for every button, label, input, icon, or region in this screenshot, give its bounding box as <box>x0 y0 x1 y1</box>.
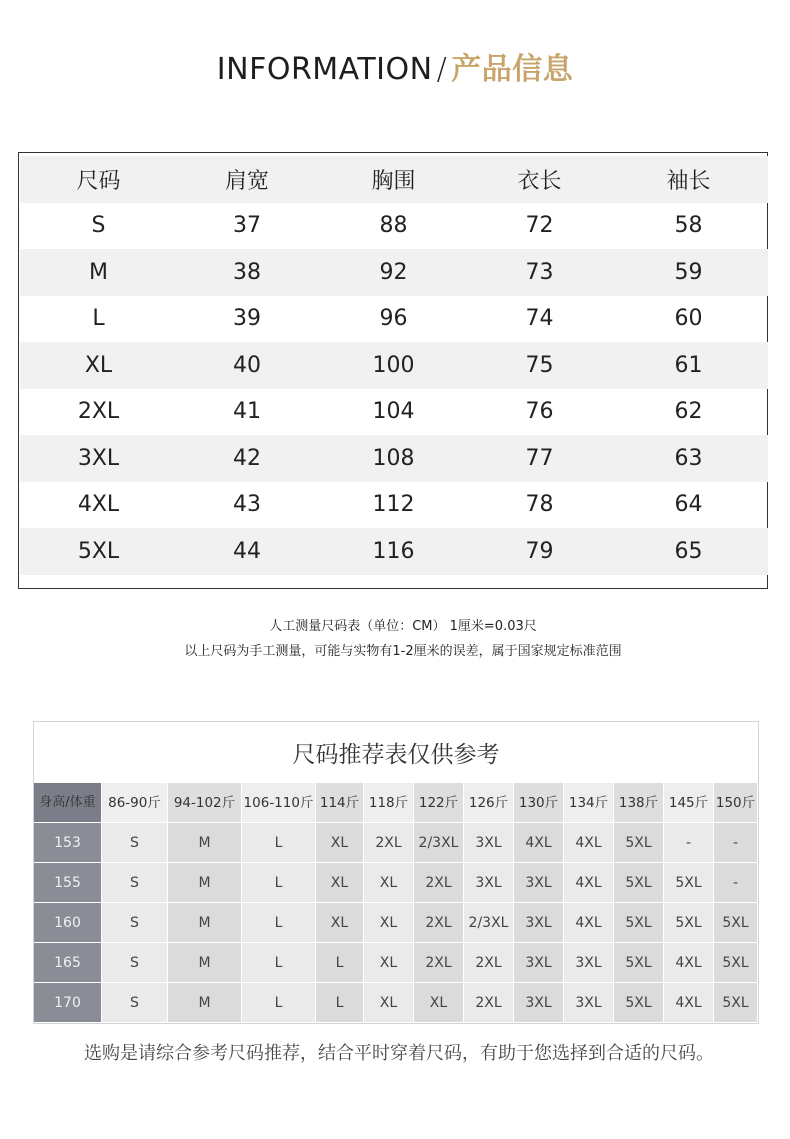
size-cell: 62 <box>674 399 703 425</box>
recommended-size-cell: XL <box>364 903 414 943</box>
size-row <box>20 296 768 343</box>
recommended-size-cell: M <box>168 943 242 983</box>
recommended-size-cell: 2XL <box>364 823 414 863</box>
size-cell: 100 <box>372 352 415 378</box>
title-chinese: 产品信息 <box>451 52 574 87</box>
size-cell: 59 <box>674 259 703 285</box>
weight-header-cell: 150斤 <box>714 783 758 823</box>
recommended-size-cell: XL <box>316 823 364 863</box>
title-separator: / <box>436 52 448 87</box>
height-cell: 170 <box>34 983 102 1023</box>
recommended-size-cell: 4XL <box>514 823 564 863</box>
recommended-size-cell: L <box>242 863 316 903</box>
size-cell: 108 <box>372 445 415 471</box>
size-cell: 40 <box>233 352 261 378</box>
weight-header-cell: 122斤 <box>414 783 464 823</box>
size-header-cell: 衣长 <box>517 168 562 194</box>
size-cell: 77 <box>525 445 554 471</box>
weight-header-cell: 106-110斤 <box>242 783 316 823</box>
size-cell: 43 <box>233 492 261 518</box>
recommended-size-cell: 2XL <box>414 903 464 943</box>
height-cell: 165 <box>34 943 102 983</box>
recommended-size-cell: 2XL <box>464 943 514 983</box>
recommended-size-cell: 4XL <box>664 943 714 983</box>
recommended-size-cell: L <box>316 943 364 983</box>
size-cell: XL <box>84 352 113 378</box>
size-cell: 58 <box>674 213 703 239</box>
recommended-size-cell: M <box>168 823 242 863</box>
weight-header-cell: 114斤 <box>316 783 364 823</box>
size-chart-table <box>20 156 768 575</box>
size-header-row <box>20 156 768 203</box>
recommended-size-cell: XL <box>364 863 414 903</box>
recommended-size-cell: S <box>102 823 168 863</box>
weight-header-cell: 145斤 <box>664 783 714 823</box>
recommended-size-cell: XL <box>316 903 364 943</box>
size-cell: 38 <box>233 259 261 285</box>
recommended-size-cell: 2XL <box>414 943 464 983</box>
recommended-size-cell: S <box>102 863 168 903</box>
recommended-size-cell: XL <box>414 983 464 1023</box>
size-cell: 39 <box>233 306 261 332</box>
size-cell: 79 <box>525 538 554 564</box>
size-cell: 63 <box>674 445 703 471</box>
size-header-cell: 胸围 <box>371 168 416 194</box>
recommended-size-cell: - <box>714 863 758 903</box>
weight-header-cell: 130斤 <box>514 783 564 823</box>
size-row <box>20 482 768 529</box>
recommended-size-cell: 5XL <box>664 863 714 903</box>
recommended-size-cell: 5XL <box>714 983 758 1023</box>
recommended-size-cell: S <box>102 903 168 943</box>
size-cell: M <box>89 259 108 285</box>
weight-header-cell: 118斤 <box>364 783 414 823</box>
size-row <box>20 249 768 296</box>
size-cell: 42 <box>233 445 261 471</box>
recommended-size-cell: - <box>714 823 758 863</box>
size-cell: 2XL <box>77 399 120 425</box>
recommended-size-cell: 5XL <box>614 903 664 943</box>
recommended-size-cell: 2XL <box>464 983 514 1023</box>
recommended-size-cell: 2/3XL <box>414 823 464 863</box>
measurement-note: 人工测量尺码表（单位：CM） 1厘米=0.03尺 <box>269 619 537 634</box>
recommended-size-cell: 3XL <box>464 863 514 903</box>
size-cell: 37 <box>233 213 261 239</box>
recommended-size-cell: 5XL <box>614 863 664 903</box>
recommended-size-cell: 4XL <box>564 823 614 863</box>
recommended-size-cell: XL <box>316 863 364 903</box>
recommended-size-cell: 5XL <box>714 903 758 943</box>
recommendation-chart <box>33 721 759 1024</box>
size-cell: 73 <box>525 259 554 285</box>
recommended-size-cell: M <box>168 903 242 943</box>
recommend-header-row <box>34 783 758 823</box>
title-english: INFORMATION <box>216 52 433 87</box>
recommended-size-cell: 5XL <box>714 943 758 983</box>
recommended-size-cell: 5XL <box>614 943 664 983</box>
weight-header-cell: 134斤 <box>564 783 614 823</box>
recommended-size-cell: 3XL <box>514 863 564 903</box>
recommended-size-cell: M <box>168 863 242 903</box>
size-cell: 72 <box>525 213 554 239</box>
tolerance-note: 以上尺码为手工测量，可能与实物有1-2厘米的误差，属于国家规定标准范围 <box>184 644 622 659</box>
recommend-row <box>34 943 758 983</box>
weight-header-cell: 94-102斤 <box>168 783 242 823</box>
recommended-size-cell: - <box>664 823 714 863</box>
weight-header-cell: 138斤 <box>614 783 664 823</box>
recommended-size-cell: XL <box>364 983 414 1023</box>
recommended-size-cell: 3XL <box>564 983 614 1023</box>
recommended-size-cell: 3XL <box>514 983 564 1023</box>
recommend-row <box>34 823 758 863</box>
recommended-size-cell: 3XL <box>464 823 514 863</box>
size-cell: 112 <box>372 492 415 518</box>
size-header-cell: 袖长 <box>666 168 711 194</box>
recommended-size-cell: L <box>242 943 316 983</box>
recommended-size-cell: 4XL <box>664 983 714 1023</box>
recommended-size-cell: S <box>102 983 168 1023</box>
size-row <box>20 203 768 250</box>
recommended-size-cell: 3XL <box>514 903 564 943</box>
weight-header-cell: 86-90斤 <box>102 783 168 823</box>
recommended-size-cell: L <box>316 983 364 1023</box>
size-cell: 92 <box>379 259 408 285</box>
weight-header-cell: 126斤 <box>464 783 514 823</box>
height-cell: 153 <box>34 823 102 863</box>
size-cell: L <box>92 306 105 332</box>
recommended-size-cell: S <box>102 943 168 983</box>
recommended-size-cell: 5XL <box>614 983 664 1023</box>
recommended-size-cell: XL <box>364 943 414 983</box>
recommended-size-cell: 2XL <box>414 863 464 903</box>
size-cell: 78 <box>525 492 554 518</box>
recommended-size-cell: M <box>168 983 242 1023</box>
size-row <box>20 342 768 389</box>
size-cell: 5XL <box>77 538 120 564</box>
size-row <box>20 389 768 436</box>
size-cell: 4XL <box>77 492 120 518</box>
size-cell: 3XL <box>77 445 120 471</box>
recommendation-title: 尺码推荐表仅供参考 <box>292 742 500 768</box>
height-cell: 155 <box>34 863 102 903</box>
size-cell: 60 <box>674 306 703 332</box>
size-header-cell: 尺码 <box>76 168 121 194</box>
size-cell: 64 <box>674 492 703 518</box>
size-cell: 61 <box>674 352 703 378</box>
recommended-size-cell: 3XL <box>514 943 564 983</box>
size-header-cell: 肩宽 <box>224 168 269 194</box>
recommended-size-cell: L <box>242 983 316 1023</box>
size-cell: 96 <box>379 306 408 332</box>
recommended-size-cell: 5XL <box>614 823 664 863</box>
height-cell: 160 <box>34 903 102 943</box>
height-weight-label: 身高/体重 <box>34 783 102 823</box>
size-cell: 76 <box>525 399 554 425</box>
recommended-size-cell: 3XL <box>564 943 614 983</box>
recommended-size-cell: L <box>242 823 316 863</box>
footer-note: 选购是请综合参考尺码推荐，结合平时穿着尺码，有助于您选择到合适的尺码。 <box>84 1043 714 1064</box>
size-cell: 75 <box>525 352 554 378</box>
size-cell: 44 <box>233 538 261 564</box>
recommended-size-cell: 5XL <box>664 903 714 943</box>
size-cell: 65 <box>674 538 703 564</box>
size-cell: 104 <box>372 399 415 425</box>
size-cell: S <box>91 213 106 239</box>
recommended-size-cell: 4XL <box>564 903 614 943</box>
size-row <box>20 528 768 575</box>
size-row <box>20 435 768 482</box>
recommend-row <box>34 983 758 1023</box>
size-cell: 41 <box>233 399 261 425</box>
size-cell: 116 <box>372 538 415 564</box>
size-chart <box>18 152 768 589</box>
recommend-row <box>34 903 758 943</box>
recommend-row <box>34 863 758 903</box>
page-title <box>0 44 790 88</box>
recommended-size-cell: 2/3XL <box>464 903 514 943</box>
recommendation-table <box>34 783 758 1023</box>
size-cell: 88 <box>379 213 408 239</box>
recommended-size-cell: L <box>242 903 316 943</box>
recommended-size-cell: 4XL <box>564 863 614 903</box>
size-cell: 74 <box>525 306 554 332</box>
